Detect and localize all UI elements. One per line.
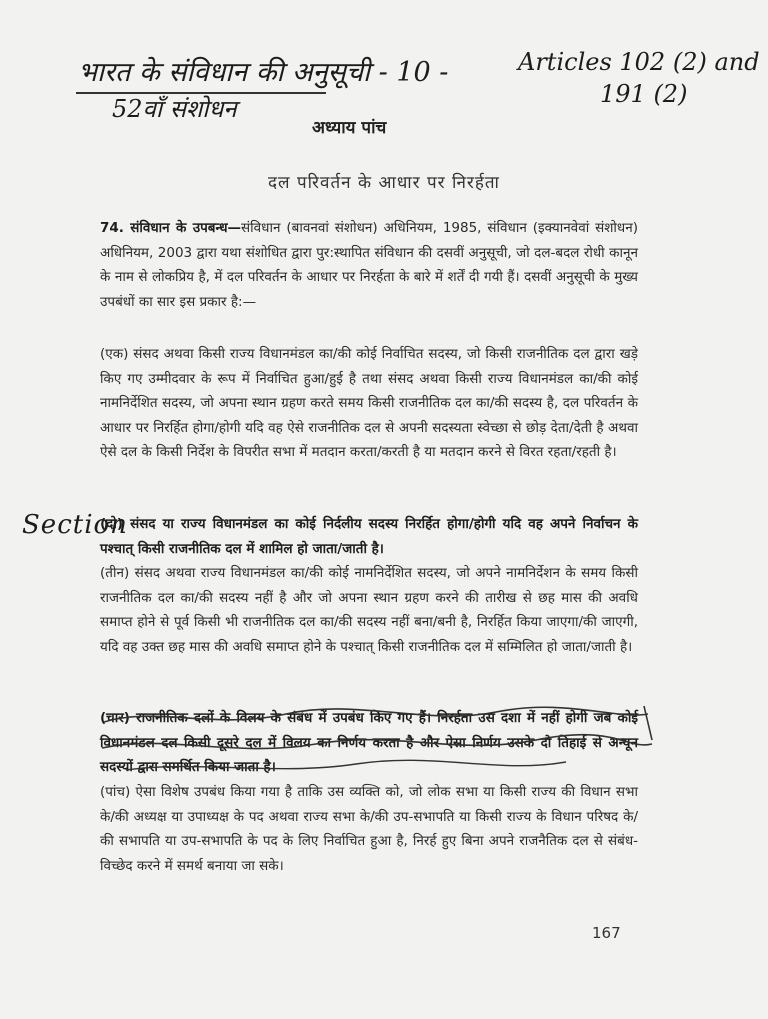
section-74-paragraph <box>100 216 638 314</box>
handwritten-scribble-marks <box>96 700 656 778</box>
handwritten-note-articles: Articles 102 (2) and <box>518 48 760 76</box>
clause-four: (चार) राजनीतिक दलों के विलय के संबंध में उपबंध किए गए हैं। निरर्हता उस दशा में नहीं होगी जब कोई विधानमंडल दल किसी दूसरे दल में विलय का निर्णय करता है और ऐसा निर्णय उसके दो तिहाई से अन्यून सदस्यों द्वारा समर्थित किया जाता है। <box>100 710 638 775</box>
handwritten-note-amendment: 52वाँ संशोधन <box>112 95 237 123</box>
handwritten-note-articles-cont: 191 (2) <box>600 80 688 108</box>
page-title: दल परिवर्तन के आधार पर निरर्हता <box>268 173 500 193</box>
clause-three: (तीन) संसद अथवा राज्य विधानमंडल का/की कोई नामनिर्देशित सदस्य, जो अपने नामनिर्देशन के समय किसी राजनीतिक दल का/की सदस्य नहीं है और जो अपना स्थान ग्रहण करने की तारीख से छह मास की अवधि समाप्त होने से पूर्व किसी भी राजनीतिक दल का/की सदस्य नहीं बना/बनी है, निरर्हित किया जाएगा/की जाएगी, यदि वह उक्त छह मास की अवधि समाप्त होने के पश्चात् किसी राजनीतिक दल में सम्मिलित हो जाता/जाती है। <box>100 565 638 655</box>
clause-two: (दो) संसद या राज्य विधानमंडल का कोई निर्दलीय सदस्य निरर्हित होगा/होगी यदि वह अपने निर्वाचन के पश्चात् किसी राजनीतिक दल में शामिल हो जाता/जाती है। <box>100 516 638 557</box>
chapter-heading: अध्याय पांच <box>312 118 387 138</box>
handwritten-note-title: भारत के संविधान की अनुसूची - 10 - <box>78 57 449 88</box>
clause-one: (एक) संसद अथवा किसी राज्य विधानमंडल का/की कोई निर्वाचित सदस्य, जो किसी राजनीतिक दल द्वारा खड़े किए गए उम्मीदवार के रूप में निर्वाचित हुआ/हुई है तथा संसद अथवा किसी राज्य विधानमंडल का/की कोई नामनिर्देशित सदस्य, जो अपना स्थान ग्रहण करते समय किसी राजनीतिक दल का/की सदस्य है, दल परिवर्तन के आधार पर निरर्हित होगा/होगी यदि वह ऐसे राजनीतिक दल से अपनी सदस्यता स्वेच्छा से छोड़ देता/देती है अथवा ऐसे दल के किसी निर्देश के विपरीत सभा में मतदान करता/करती है या मतदान करने से विरत रहता/रहती है। <box>100 346 638 460</box>
section-74-body: संविधान (बावनवां संशोधन) अधिनियम, 1985, संविधान (इक्यानवेवां संशोधन) अधिनियम, 2003 द्वारा यथा संशोधित द्वारा पुर:स्थापित संविधान की दसवीं अनुसूची, जो दल-बदल रोधी कानून के नाम से लोकप्रिय है, में दल परिवर्तन के आधार पर निरर्हता के बारे में शर्तें दी गयी हैं। दसवीं अनुसूची के मुख्य उपबंधों का सार इस प्रकार है:— <box>100 220 638 310</box>
section-74-heading: 74. संविधान के उपबन्ध— <box>100 220 242 236</box>
handwritten-margin-note: Section <box>22 510 128 540</box>
page-number: 167 <box>592 924 621 942</box>
clause-five: (पांच) ऐसा विशेष उपबंध किया गया है ताकि उस व्यक्ति को, जो लोक सभा या किसी राज्य की विधान सभा के/की अध्यक्ष या उपाध्यक्ष के पद अथवा राज्य सभा के/की उप-सभापति या किसी राज्य के विधान परिषद के/की सभापति या उप-सभापति के पद के लिए निर्वाचित हुआ है, निरर्ह हुए बिना अपने राजनैतिक दल से संबंध-विच्छेद करने में समर्थ बनाया जा सके। <box>100 784 638 874</box>
